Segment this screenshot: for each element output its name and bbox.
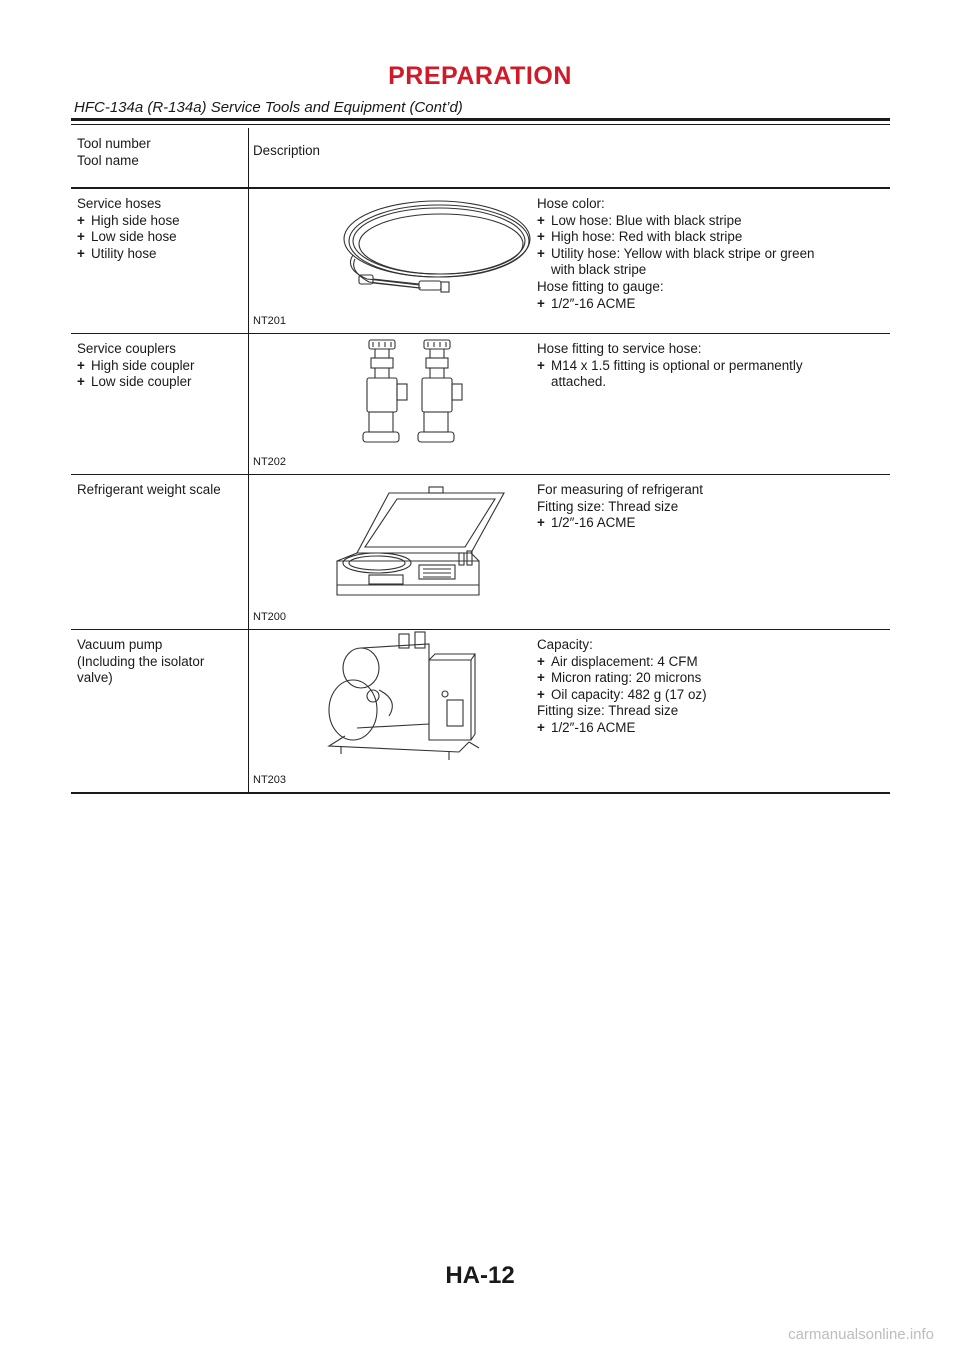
table-header-row [71,128,890,188]
description-text: Capacity: [537,637,593,652]
list-item: + Air displacement: 4 CFM [537,653,698,669]
description-text: Hose color: [537,196,605,211]
header-tool-name: Tool name [77,152,139,168]
section-title: PREPARATION [388,62,572,90]
header-rule-thin [71,124,890,125]
header-rule [71,118,890,121]
tool-name-cell [71,188,249,334]
list-item: + 1/2″-16 ACME [537,295,636,311]
list-item: + Oil capacity: 482 g (17 oz) [537,686,707,702]
header-description: Description [249,128,891,188]
tool-name: Service couplers [77,341,176,356]
list-item: + M14 x 1.5 fitting is optional or permanently [537,357,803,373]
description-text: Hose fitting to gauge: [537,278,664,294]
illustration-cell [249,334,532,475]
list-item: + Low side coupler [77,374,192,390]
description-text: Fitting size: Thread size [537,498,679,514]
list-item: + High side hose [77,212,180,228]
table-row [71,334,890,475]
illustration-code: NT202 [253,456,287,469]
description-cell [531,334,890,475]
list-item: + 1/2″-16 ACME [537,515,636,531]
description-text: attached. [551,374,607,390]
scale-illustration [249,475,531,622]
description-text: with black stripe [551,262,647,278]
tool-name-cell [71,475,249,630]
tool-name: Refrigerant weight scale [77,482,221,497]
illustration-code: NT201 [253,315,287,328]
tools-table [71,128,890,794]
table-row [71,630,890,794]
list-item: + Utility hose [77,245,157,261]
coupler-illustration [249,334,531,467]
header-tool-number: Tool number [77,136,151,151]
description-text: For measuring of refrigerant [537,482,703,497]
list-item: + 1/2″-16 ACME [537,719,636,735]
page-number: HA-12 [445,1262,515,1289]
tool-name-cell [71,334,249,475]
description-text: Fitting size: Thread size [537,703,679,719]
vacuum-pump-illustration [249,630,531,785]
list-item: + High hose: Red with black stripe [537,229,743,245]
tool-name-cell [71,630,249,794]
illustration-cell [249,630,532,794]
header-tool-cell [71,128,249,188]
list-item: + Utility hose: Yellow with black stripe or green [537,245,815,261]
section-subtitle: HFC-134a (R-134a) Service Tools and Equipment (Cont’d) [74,99,463,116]
list-item: + Low hose: Blue with black stripe [537,212,742,228]
tool-name: Vacuum pump [77,637,163,652]
illustration-cell [249,188,532,334]
list-item: + High side coupler [77,357,195,373]
illustration-code: NT200 [253,611,287,624]
illustration-cell [249,475,532,630]
table-row [71,188,890,334]
tool-name: (Including the isolator [77,653,205,669]
illustration-code: NT203 [253,774,287,787]
watermark-url: carmanualsonline.info [788,1326,934,1343]
list-item: + Micron rating: 20 microns [537,670,702,686]
description-cell [531,630,890,794]
list-item: + Low side hose [77,229,177,245]
description-text: Hose fitting to service hose: [537,341,702,356]
description-cell [531,188,890,334]
table-row [71,475,890,630]
tool-name: valve) [77,670,113,686]
hose-illustration [249,189,531,326]
description-cell [531,475,890,630]
tool-name: Service hoses [77,196,162,211]
